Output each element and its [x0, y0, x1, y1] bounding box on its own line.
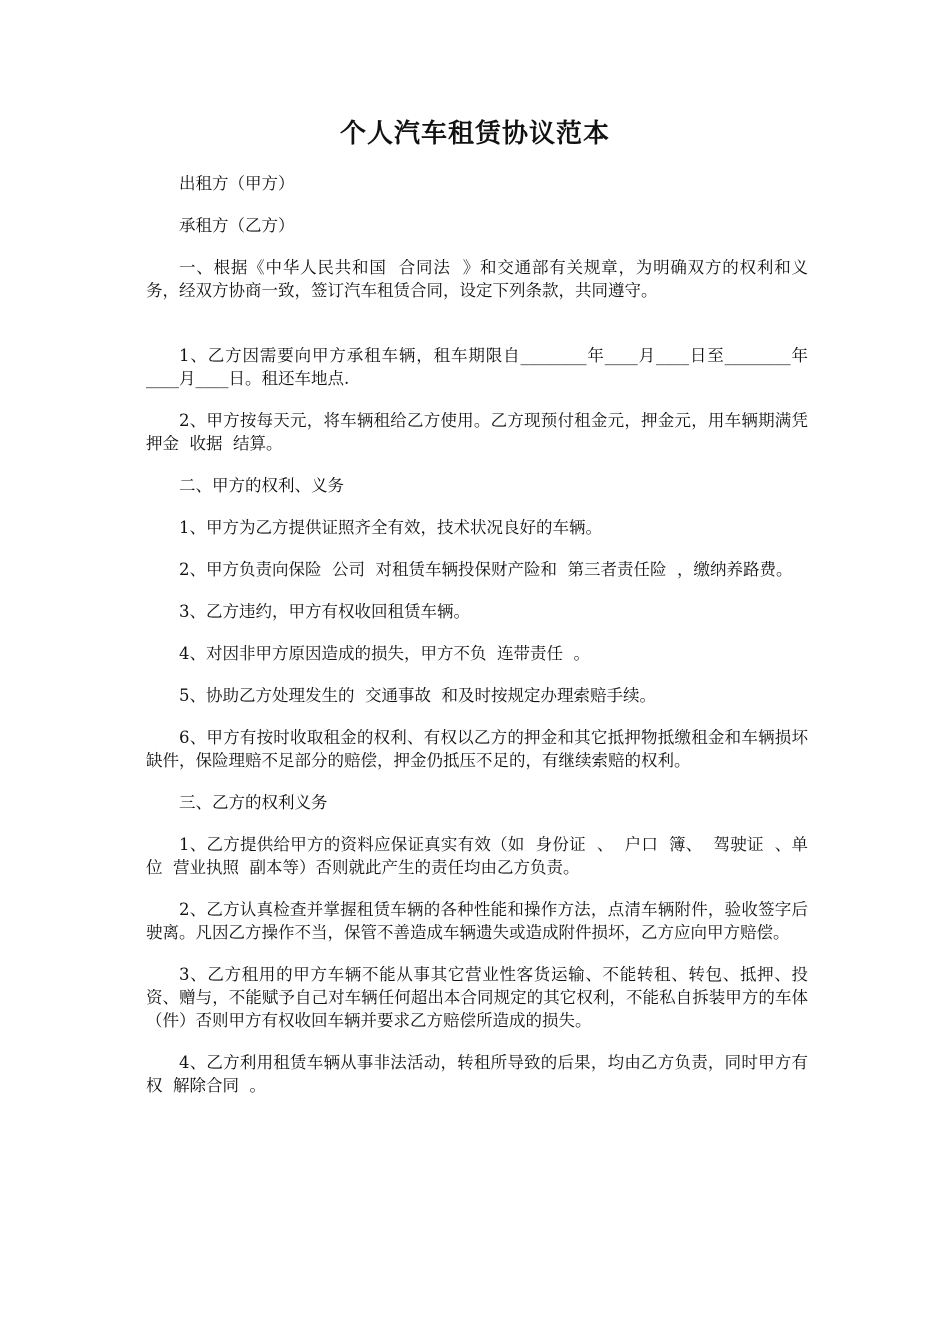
- lessee-clause-2: 2、乙方认真检查并掌握租赁车辆的各种性能和操作方法，点清车辆附件，验收签字后驶离。凡因乙方操作不当，保管不善造成车辆遗失或造成附件损坏，乙方应向甲方赔偿。: [146, 900, 808, 942]
- rent-deposit-paragraph: 2、甲方按每天元，将车辆租给乙方使用。乙方现预付租金元，押金元，用车辆期满凭押金 收据 结算。: [146, 411, 808, 453]
- lessee-clause-4: 4、乙方利用租赁车辆从事非法活动，转租所导致的后果，均由乙方负责，同时甲方有权 解除合同 。: [146, 1053, 808, 1095]
- lessor-clause-2: 2、甲方负责向保险 公司 对租赁车辆投保财产险和 第三者责任险 ，缴纳养路费。: [179, 560, 793, 579]
- lessee-clause-3: 3、乙方租用的甲方车辆不能从事其它营业性客货运输、不能转租、转包、抵押、投资、赠与，不能赋予自己对车辆任何超出本合同规定的其它权利，不能私自拆装甲方的车体（件）否则甲方有权收回车辆并要求乙方赔偿所造成的损失。: [146, 965, 808, 1030]
- document-body: [146, 172, 808, 1097]
- document-title: 个人汽车租赁协议范本: [339, 119, 610, 149]
- section-heading-lessee-rights: 三、乙方的权利义务: [179, 793, 328, 812]
- lessor-line: 出租方（甲方）: [179, 174, 295, 193]
- section-heading-lessor-rights: 二、甲方的权利、义务: [179, 476, 344, 495]
- lessor-clause-3: 3、乙方违约，甲方有权收回租赁车辆。: [179, 602, 470, 621]
- lessor-clause-4: 4、对因非甲方原因造成的损失，甲方不负 连带责任 。: [179, 644, 590, 663]
- lessor-clause-6: 6、甲方有按时收取租金的权利、有权以乙方的押金和其它抵押物抵缴租金和车辆损坏缺件，保险理赔不足部分的赔偿，押金仍抵压不足的，有继续索赔的权利。: [146, 728, 808, 770]
- lessor-clause-1: 1、甲方为乙方提供证照齐全有效，技术状况良好的车辆。: [179, 518, 602, 537]
- lease-term-paragraph: 1、乙方因需要向甲方承租车辆，租车期限自________年____月____日至________年____月____日。租还车地点.: [146, 346, 808, 388]
- preamble-paragraph: 一、根据《中华人民共和国 合同法 》和交通部有关规章，为明确双方的权利和义务，经双方协商一致，签订汽车租赁合同，设定下列条款，共同遵守。: [146, 258, 808, 300]
- lessor-clause-5: 5、协助乙方处理发生的 交通事故 和及时按规定办理索赔手续。: [179, 686, 656, 705]
- lessee-line: 承租方（乙方）: [179, 216, 295, 235]
- lessee-clause-1: 1、乙方提供给甲方的资料应保证真实有效（如 身份证 、 户口 簿、 驾驶证 、单位 营业执照 副本等）否则就此产生的责任均由乙方负责。: [146, 835, 808, 877]
